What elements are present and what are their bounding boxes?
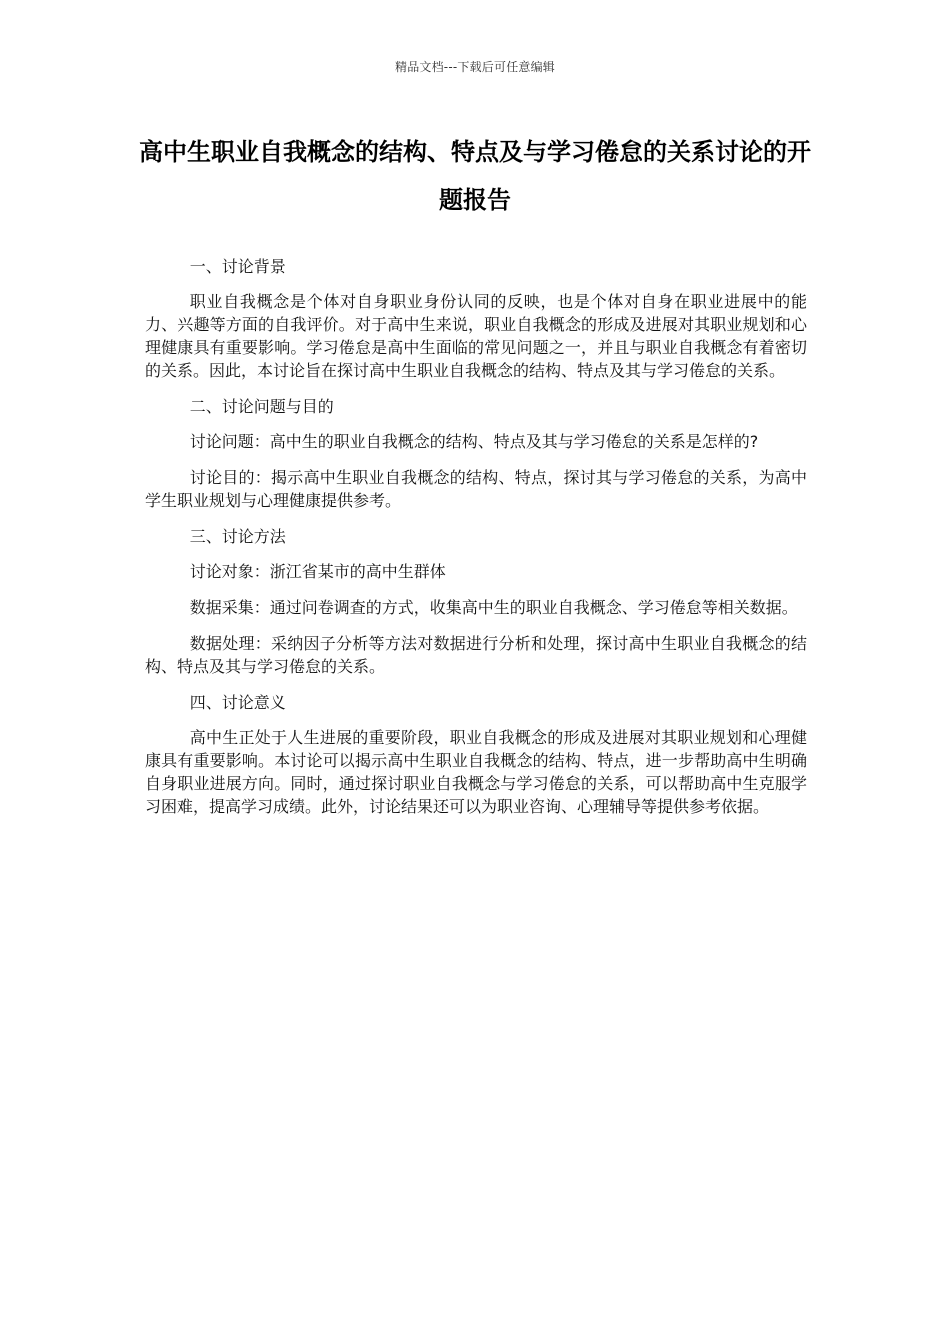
paragraph-data-collection: 数据采集：通过问卷调查的方式，收集高中生的职业自我概念、学习倦怠等相关数据。 — [189, 598, 798, 617]
section-heading-question-purpose: 二、讨论问题与目的 — [189, 397, 334, 416]
paragraph-subjects: 讨论对象：浙江省某市的高中生群体 — [189, 562, 446, 581]
document-title: 高中生职业自我概念的结构、特点及与学习倦怠的关系讨论的开题报告 — [139, 138, 811, 214]
paragraph-background: 职业自我概念是个体对自身职业身份认同的反映，也是个体对自身在职业进展中的能力、兴趣等方面的自我评价。对于高中生来说，职业自我概念的形成及进展对其职业规划和心理健康具有重要影响。学习倦怠是高中生面临的常见问题之一，并且与职业自我概念有着密切的关系。因此，本讨论旨在探讨高中生职业自我概念的结构、特点及其与学习倦怠的关系。 — [145, 292, 807, 380]
section-heading-background: 一、讨论背景 — [189, 257, 286, 276]
section-heading-method: 三、讨论方法 — [189, 527, 286, 546]
document-body — [145, 255, 807, 831]
section-heading-significance: 四、讨论意义 — [189, 693, 286, 712]
header-note: 精品文档---下载后可任意编辑 — [395, 60, 555, 74]
paragraph-question: 讨论问题：高中生的职业自我概念的结构、特点及其与学习倦怠的关系是怎样的? — [189, 432, 759, 451]
paragraph-significance: 高中生正处于人生进展的重要阶段，职业自我概念的形成及进展对其职业规划和心理健康具有重要影响。本讨论可以揭示高中生职业自我概念的结构、特点，进一步帮助高中生明确自身职业进展方向。同时，通过探讨职业自我概念与学习倦怠的关系，可以帮助高中生克服学习困难，提高学习成绩。此外，讨论结果还可以为职业咨询、心理辅导等提供参考依据。 — [145, 728, 807, 816]
paragraph-data-processing: 数据处理：采纳因子分析等方法对数据进行分析和处理，探讨高中生职业自我概念的结构、特点及其与学习倦怠的关系。 — [145, 634, 807, 676]
paragraph-purpose: 讨论目的：揭示高中生职业自我概念的结构、特点，探讨其与学习倦怠的关系，为高中学生职业规划与心理健康提供参考。 — [145, 468, 807, 510]
